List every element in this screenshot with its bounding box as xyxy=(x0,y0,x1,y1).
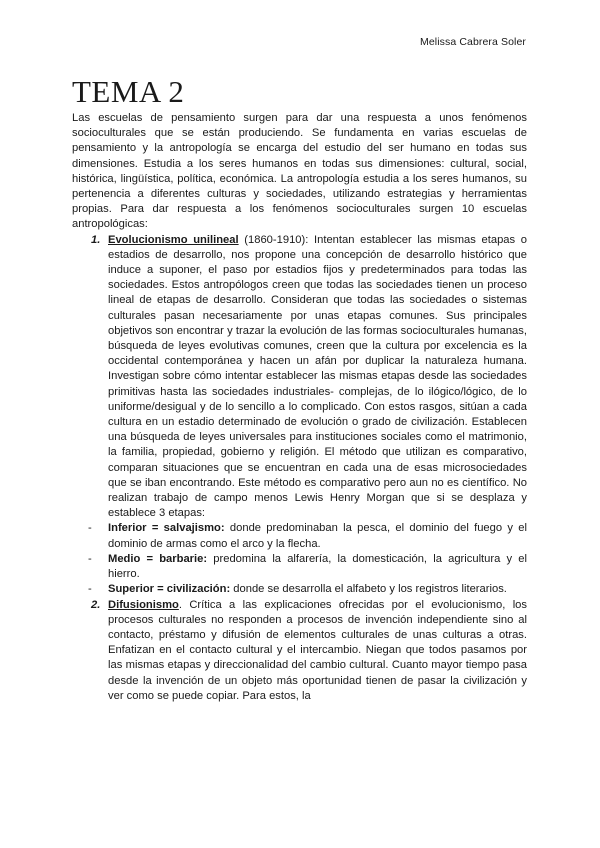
school-description: . Crítica a las explicaciones ofrecidas por el evolucionismo, los procesos culturales no responden a procesos de invención independiente sino al contacto, préstamo y difusión de elementos culturales de unas culturas a otras. Enfatizan en el contacto cultural y el intercambio. Niegan que todos pasamos por las mismas etapas y direccionalidad del cambio cultural. Cuanto mayor tiempo pasa desde la invención de un objeto más oportunidad tienen de pasar la civilización y ver como se puede copiar. Para estos, la xyxy=(108,598,527,702)
stage-term: Medio = barbarie: xyxy=(108,552,208,565)
stage-term: Superior = civilización: xyxy=(108,583,231,596)
page-title: TEMA 2 xyxy=(72,74,185,109)
stage-item xyxy=(72,582,527,597)
stage-text: donde se desarrolla el alfabeto y los registros literarios. xyxy=(230,583,507,596)
list-item-difusionismo xyxy=(72,598,527,704)
schools-list xyxy=(72,233,527,522)
list-item-evolucionismo xyxy=(72,233,527,522)
stage-text: donde predominaban la pesca, el dominio del fuego y el dominio de armas como el arco y la flecha. xyxy=(108,522,527,550)
stage-term: Inferior = salvajismo: xyxy=(108,522,225,535)
stage-dash: - xyxy=(88,522,92,535)
document-body xyxy=(72,111,527,704)
intro-paragraph: Las escuelas de pensamiento surgen para dar una respuesta a unos fenómenos socioculturales que se están produciendo. Se fundamenta en varias escuelas de pensamiento y la antropología se encarga del estudio del ser humano en todas sus dimensiones. Estudia a los seres humanos en todas sus dimensiones: cultural, social, histórica, lingüística, política, económica. La antropología estudia a los seres humanos, su pertenencia a diferentes culturas y sociedades, utilizando estrategias y herramientas propias. Para dar respuesta a los fenómenos socioculturales surgen 10 escuelas antropológicas: xyxy=(72,112,527,231)
stage-item xyxy=(72,521,527,551)
stage-dash: - xyxy=(88,583,92,596)
school-dates: (1860-1910) xyxy=(244,233,306,246)
stage-text: predomina la alfarería, la domesticación, la agricultura y el hierro. xyxy=(108,552,527,581)
list-number: 2. xyxy=(91,598,101,611)
school-description: : Intentan establecer las mismas etapas o estadios de desarrollo, nos propone una concepción de desarrollo histórico que induce a suponer, el paso por estadios fijos y predeterminados para todas las sociedades. Estos antropólogos creen que todas las sociedades tienen un proceso lineal de etapas de desarrollo. Consideran que todas las sociedades o sistemas culturales pasan necesariamente por unas etapas comunes. Sus principales objetivos son encontrar y trazar la evolución de las formas socioculturales humanas, búsqueda de leyes evolutivas comunes, creen que la cultura por excelencia es la occidental contemporánea y hacen un afán por duplicar la naturaleza humana. Investigan sobre cómo intentar establecer las mismas etapas desde las sociedades primitivas hasta las sociedades industriales- complejas, de lo ilógico/lógico, de lo uniforme/desigual y de lo sencillo a lo complicado. Con estos rasgos, sitúan a cada cultura en un estadio determinado de evolución o grado de civilización. Establecen una búsqueda de leyes universales para instituciones sociales como el matrimonio, la familia, propiedad, gobierno y religión. El método que utilizan es comparativo, comparan situaciones que se encuentran en cada una de esas microsociedades que se iban encontrando. Este método es comparativo pero aun no es científico. No realizan trabajo de campo menos Lewis Henry Morgan que si se desplaza y establece 3 etapas: xyxy=(108,233,527,520)
school-name: Difusionismo xyxy=(108,598,179,611)
list-number: 1. xyxy=(91,233,101,246)
stage-item xyxy=(72,552,527,582)
stages-list xyxy=(72,521,527,597)
school-name: Evolucionismo unilineal xyxy=(108,233,239,246)
author-header: Melissa Cabrera Soler xyxy=(420,36,526,48)
stage-dash: - xyxy=(88,552,92,565)
schools-list-continued xyxy=(72,598,527,704)
